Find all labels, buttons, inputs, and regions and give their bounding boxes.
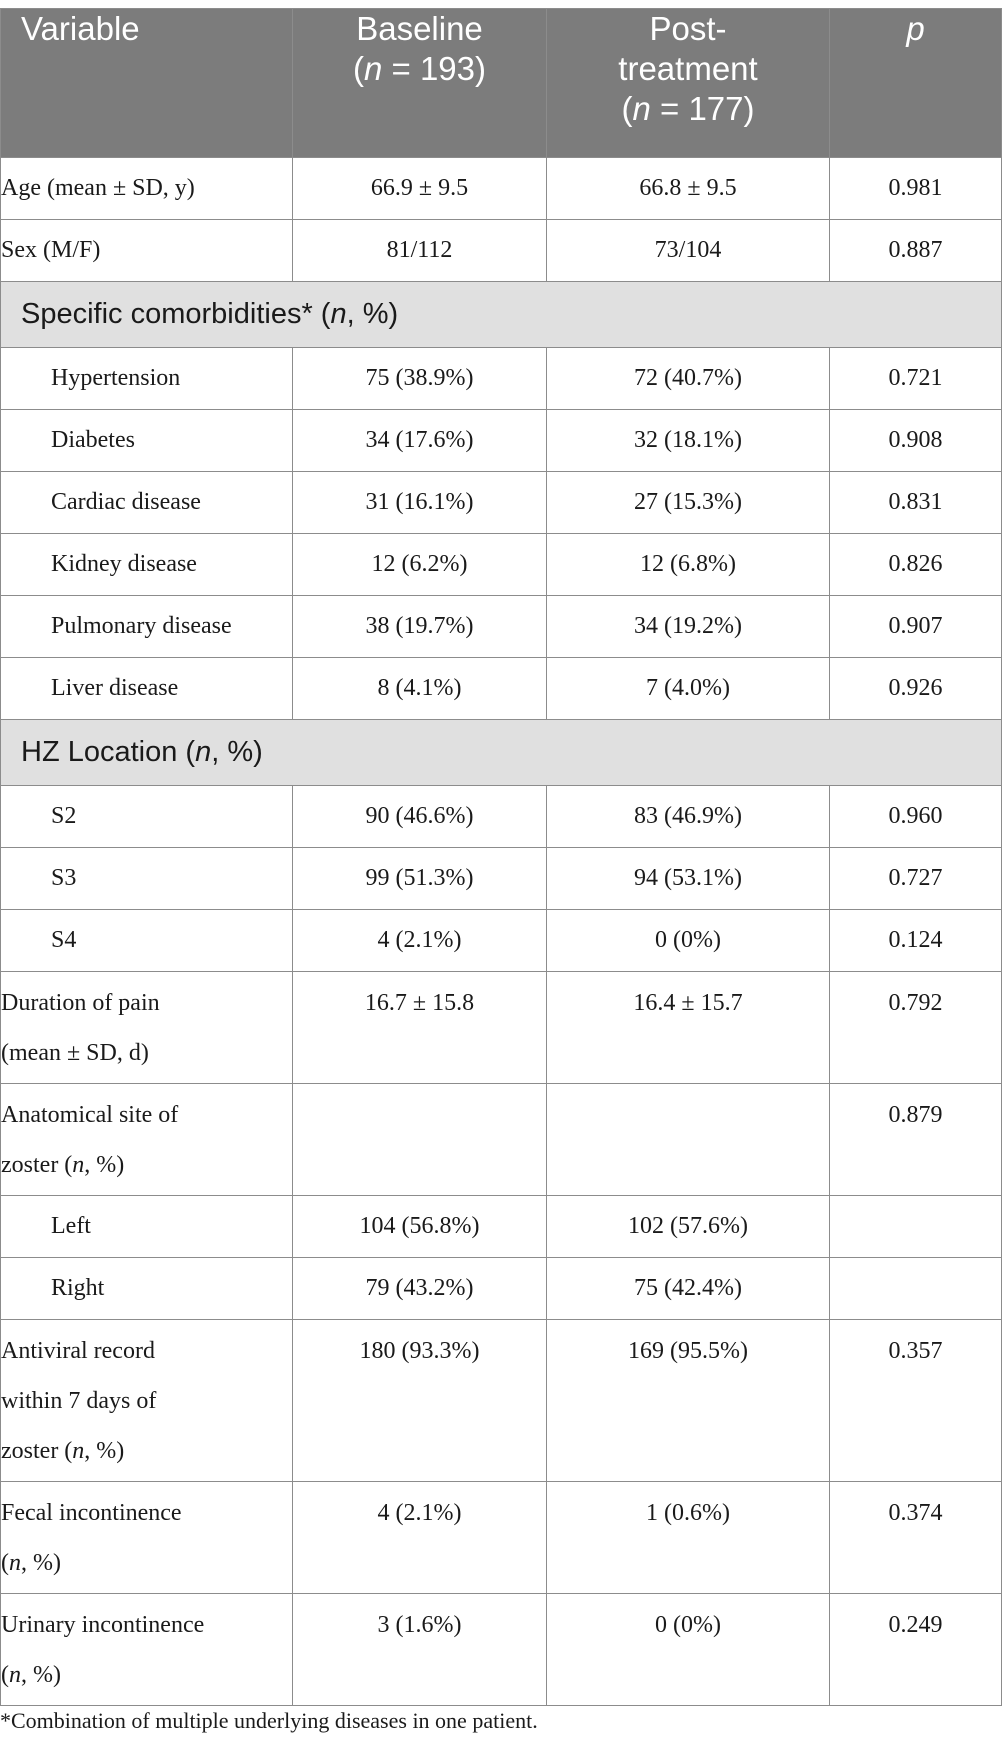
table-row-urinary (1, 1594, 1002, 1706)
table-row-age (1, 158, 1002, 220)
age-post: 66.8 ± 9.5 (547, 158, 830, 220)
anatomical-baseline (293, 1084, 547, 1196)
header-p (830, 9, 1002, 158)
baseline-characteristics-table (0, 8, 1002, 1706)
table-row-s4 (1, 910, 1002, 972)
header-baseline: Baseline (n = 193) (293, 9, 547, 158)
sex-post: 73/104 (547, 220, 830, 282)
urinary-label: Urinary incontinence (n, %) (1, 1594, 293, 1706)
kidney-baseline: 12 (6.2%) (293, 534, 547, 596)
s3-p: 0.727 (830, 848, 1002, 910)
anatomical-label: Anatomical site of zoster (n, %) (1, 1084, 293, 1196)
s3-post: 94 (53.1%) (547, 848, 830, 910)
table-row-kidney (1, 534, 1002, 596)
liver-p: 0.926 (830, 658, 1002, 720)
s4-label: S4 (1, 910, 293, 972)
left-post: 102 (57.6%) (547, 1196, 830, 1258)
table-row-anatomical-site (1, 1084, 1002, 1196)
s3-label: S3 (1, 848, 293, 910)
s2-baseline: 90 (46.6%) (293, 786, 547, 848)
liver-label: Liver disease (1, 658, 293, 720)
right-baseline: 79 (43.2%) (293, 1258, 547, 1320)
header-post-title-line1: Post- (649, 10, 727, 47)
header-baseline-n-value: = 193) (382, 50, 487, 87)
header-baseline-title: Baseline (356, 10, 483, 47)
sex-baseline: 81/112 (293, 220, 547, 282)
section-row-comorbidities (1, 282, 1002, 348)
table-row-antiviral (1, 1320, 1002, 1482)
s4-baseline: 4 (2.1%) (293, 910, 547, 972)
cardiac-post: 27 (15.3%) (547, 472, 830, 534)
hz-section-label: HZ Location (n, %) (1, 720, 1002, 786)
age-p: 0.981 (830, 158, 1002, 220)
age-label: Age (mean ± SD, y) (1, 158, 293, 220)
liver-post: 7 (4.0%) (547, 658, 830, 720)
s2-post: 83 (46.9%) (547, 786, 830, 848)
duration-post: 16.4 ± 15.7 (547, 972, 830, 1084)
table-footnote: *Combination of multiple underlying diseases in one patient. (0, 1708, 538, 1733)
table-row-fecal (1, 1482, 1002, 1594)
header-post-title-line2: treatment (618, 50, 758, 87)
pulmonary-label: Pulmonary disease (1, 596, 293, 658)
antiviral-baseline: 180 (93.3%) (293, 1320, 547, 1482)
urinary-post: 0 (0%) (547, 1594, 830, 1706)
cardiac-label: Cardiac disease (1, 472, 293, 534)
duration-p: 0.792 (830, 972, 1002, 1084)
s4-p: 0.124 (830, 910, 1002, 972)
table-row-left (1, 1196, 1002, 1258)
s2-p: 0.960 (830, 786, 1002, 848)
table-row-pulmonary (1, 596, 1002, 658)
kidney-label: Kidney disease (1, 534, 293, 596)
s3-baseline: 99 (51.3%) (293, 848, 547, 910)
duration-baseline: 16.7 ± 15.8 (293, 972, 547, 1084)
header-post-n-value: = 177) (650, 90, 755, 127)
diabetes-baseline: 34 (17.6%) (293, 410, 547, 472)
cardiac-baseline: 31 (16.1%) (293, 472, 547, 534)
table-row-liver (1, 658, 1002, 720)
cardiac-p: 0.831 (830, 472, 1002, 534)
hypertension-post: 72 (40.7%) (547, 348, 830, 410)
duration-label: Duration of pain (mean ± SD, d) (1, 972, 293, 1084)
diabetes-label: Diabetes (1, 410, 293, 472)
section-row-hz-location (1, 720, 1002, 786)
kidney-post: 12 (6.8%) (547, 534, 830, 596)
header-baseline-n-label: n (363, 50, 383, 87)
table-row-s3 (1, 848, 1002, 910)
diabetes-post: 32 (18.1%) (547, 410, 830, 472)
pulmonary-p: 0.907 (830, 596, 1002, 658)
kidney-p: 0.826 (830, 534, 1002, 596)
fecal-p: 0.374 (830, 1482, 1002, 1594)
comorbidities-section-label: Specific comorbidities* (n, %) (1, 282, 1002, 348)
table-row-hypertension (1, 348, 1002, 410)
left-p (830, 1196, 1002, 1258)
left-baseline: 104 (56.8%) (293, 1196, 547, 1258)
pulmonary-baseline: 38 (19.7%) (293, 596, 547, 658)
left-label: Left (1, 1196, 293, 1258)
antiviral-post: 169 (95.5%) (547, 1320, 830, 1482)
antiviral-p: 0.357 (830, 1320, 1002, 1482)
header-row (1, 9, 1002, 158)
s2-label: S2 (1, 786, 293, 848)
table-row-right (1, 1258, 1002, 1320)
age-baseline: 66.9 ± 9.5 (293, 158, 547, 220)
diabetes-p: 0.908 (830, 410, 1002, 472)
table-row-duration (1, 972, 1002, 1084)
liver-baseline: 8 (4.1%) (293, 658, 547, 720)
fecal-post: 1 (0.6%) (547, 1482, 830, 1594)
header-post-treatment: Post- treatment (n = 177) (547, 9, 830, 158)
right-label: Right (1, 1258, 293, 1320)
sex-label: Sex (M/F) (1, 220, 293, 282)
fecal-baseline: 4 (2.1%) (293, 1482, 547, 1594)
hypertension-label: Hypertension (1, 348, 293, 410)
fecal-label: Fecal incontinence (n, %) (1, 1482, 293, 1594)
right-post: 75 (42.4%) (547, 1258, 830, 1320)
right-p (830, 1258, 1002, 1320)
s4-post: 0 (0%) (547, 910, 830, 972)
table-row-s2 (1, 786, 1002, 848)
hypertension-p: 0.721 (830, 348, 1002, 410)
anatomical-post (547, 1084, 830, 1196)
urinary-baseline: 3 (1.6%) (293, 1594, 547, 1706)
header-post-n-label: n (632, 90, 651, 127)
antiviral-label: Antiviral record within 7 days of zoster (n, %) (1, 1320, 293, 1482)
sex-p: 0.887 (830, 220, 1002, 282)
table-row-cardiac (1, 472, 1002, 534)
header-variable: Variable (1, 9, 293, 158)
urinary-p: 0.249 (830, 1594, 1002, 1706)
header-p-label: p (906, 10, 925, 47)
table-row-diabetes (1, 410, 1002, 472)
hypertension-baseline: 75 (38.9%) (293, 348, 547, 410)
table-row-sex (1, 220, 1002, 282)
pulmonary-post: 34 (19.2%) (547, 596, 830, 658)
anatomical-p: 0.879 (830, 1084, 1002, 1196)
